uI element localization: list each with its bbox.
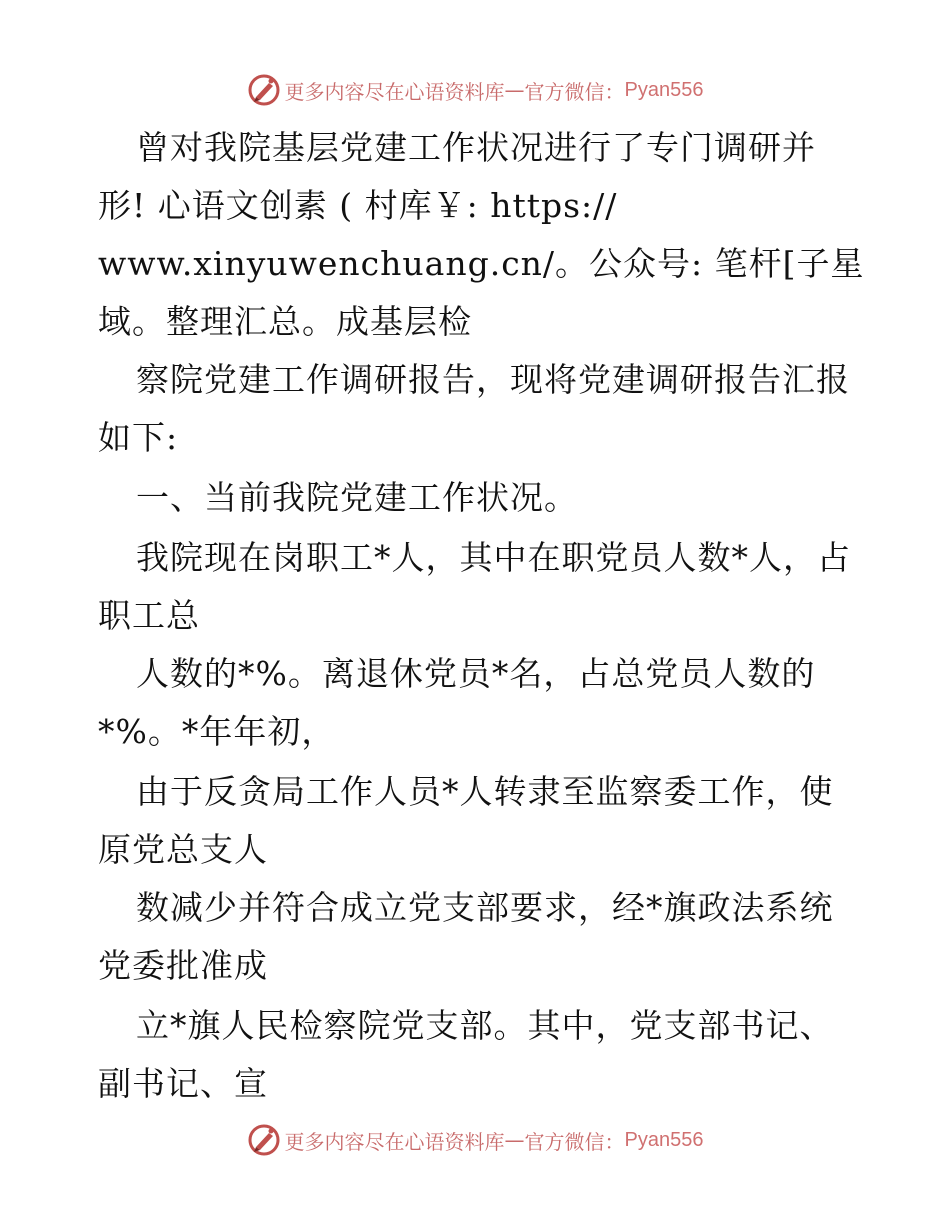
pen-logo-icon — [247, 73, 281, 107]
pen-logo-icon — [247, 1123, 281, 1157]
footer-wechat-id: Pyan556 — [624, 1128, 704, 1151]
header-dash: — — [504, 78, 525, 102]
body-line: 我院现在岗职工*人，其中在职党员人数*人，占 — [136, 538, 851, 577]
body-line: 立*旗人民检察院党支部。其中，党支部书记、 — [136, 1006, 834, 1045]
footer-dash: — — [504, 1128, 525, 1152]
body-line: 数减少并符合成立党支部要求，经*旗政法系统 — [136, 888, 834, 927]
body-line: 由于反贪局工作人员*人转隶至监察委工作，使 — [136, 772, 834, 811]
body-line: 如下: — [98, 418, 179, 457]
body-line: 原党总支人 — [98, 830, 268, 869]
body-line: 人数的*%。离退休党员*名，占总党员人数的 — [136, 654, 816, 693]
body-line: *%。*年年初， — [98, 712, 336, 751]
body-line: 域。整理汇总。成基层检 — [98, 302, 472, 341]
body-line: 形! 心语文创素 ( 村库￥: https:// — [98, 186, 618, 225]
body-line: 曾对我院基层党建工作状况进行了专门调研并 — [136, 128, 816, 167]
header-banner — [0, 70, 950, 110]
footer-banner — [0, 1120, 950, 1160]
body-line: 副书记、宣 — [98, 1064, 268, 1103]
body-line: 察院党建工作调研报告，现将党建调研报告汇报 — [136, 360, 850, 399]
body-line: 一、当前我院党建工作状况。 — [136, 478, 578, 517]
footer-site-text: 更多内容尽在心语资料库 — [284, 1129, 505, 1154]
header-site-text: 更多内容尽在心语资料库 — [284, 79, 505, 104]
header-wechat-label: 官方微信： — [524, 79, 625, 104]
footer-wechat-label: 官方微信： — [524, 1129, 625, 1154]
body-line: 职工总 — [98, 596, 200, 635]
header-wechat-id: Pyan556 — [624, 78, 704, 101]
body-line: www.xinyuwenchuang.cn/。公众号: 笔杆[子星 — [98, 244, 865, 283]
body-line: 党委批准成 — [98, 946, 268, 985]
